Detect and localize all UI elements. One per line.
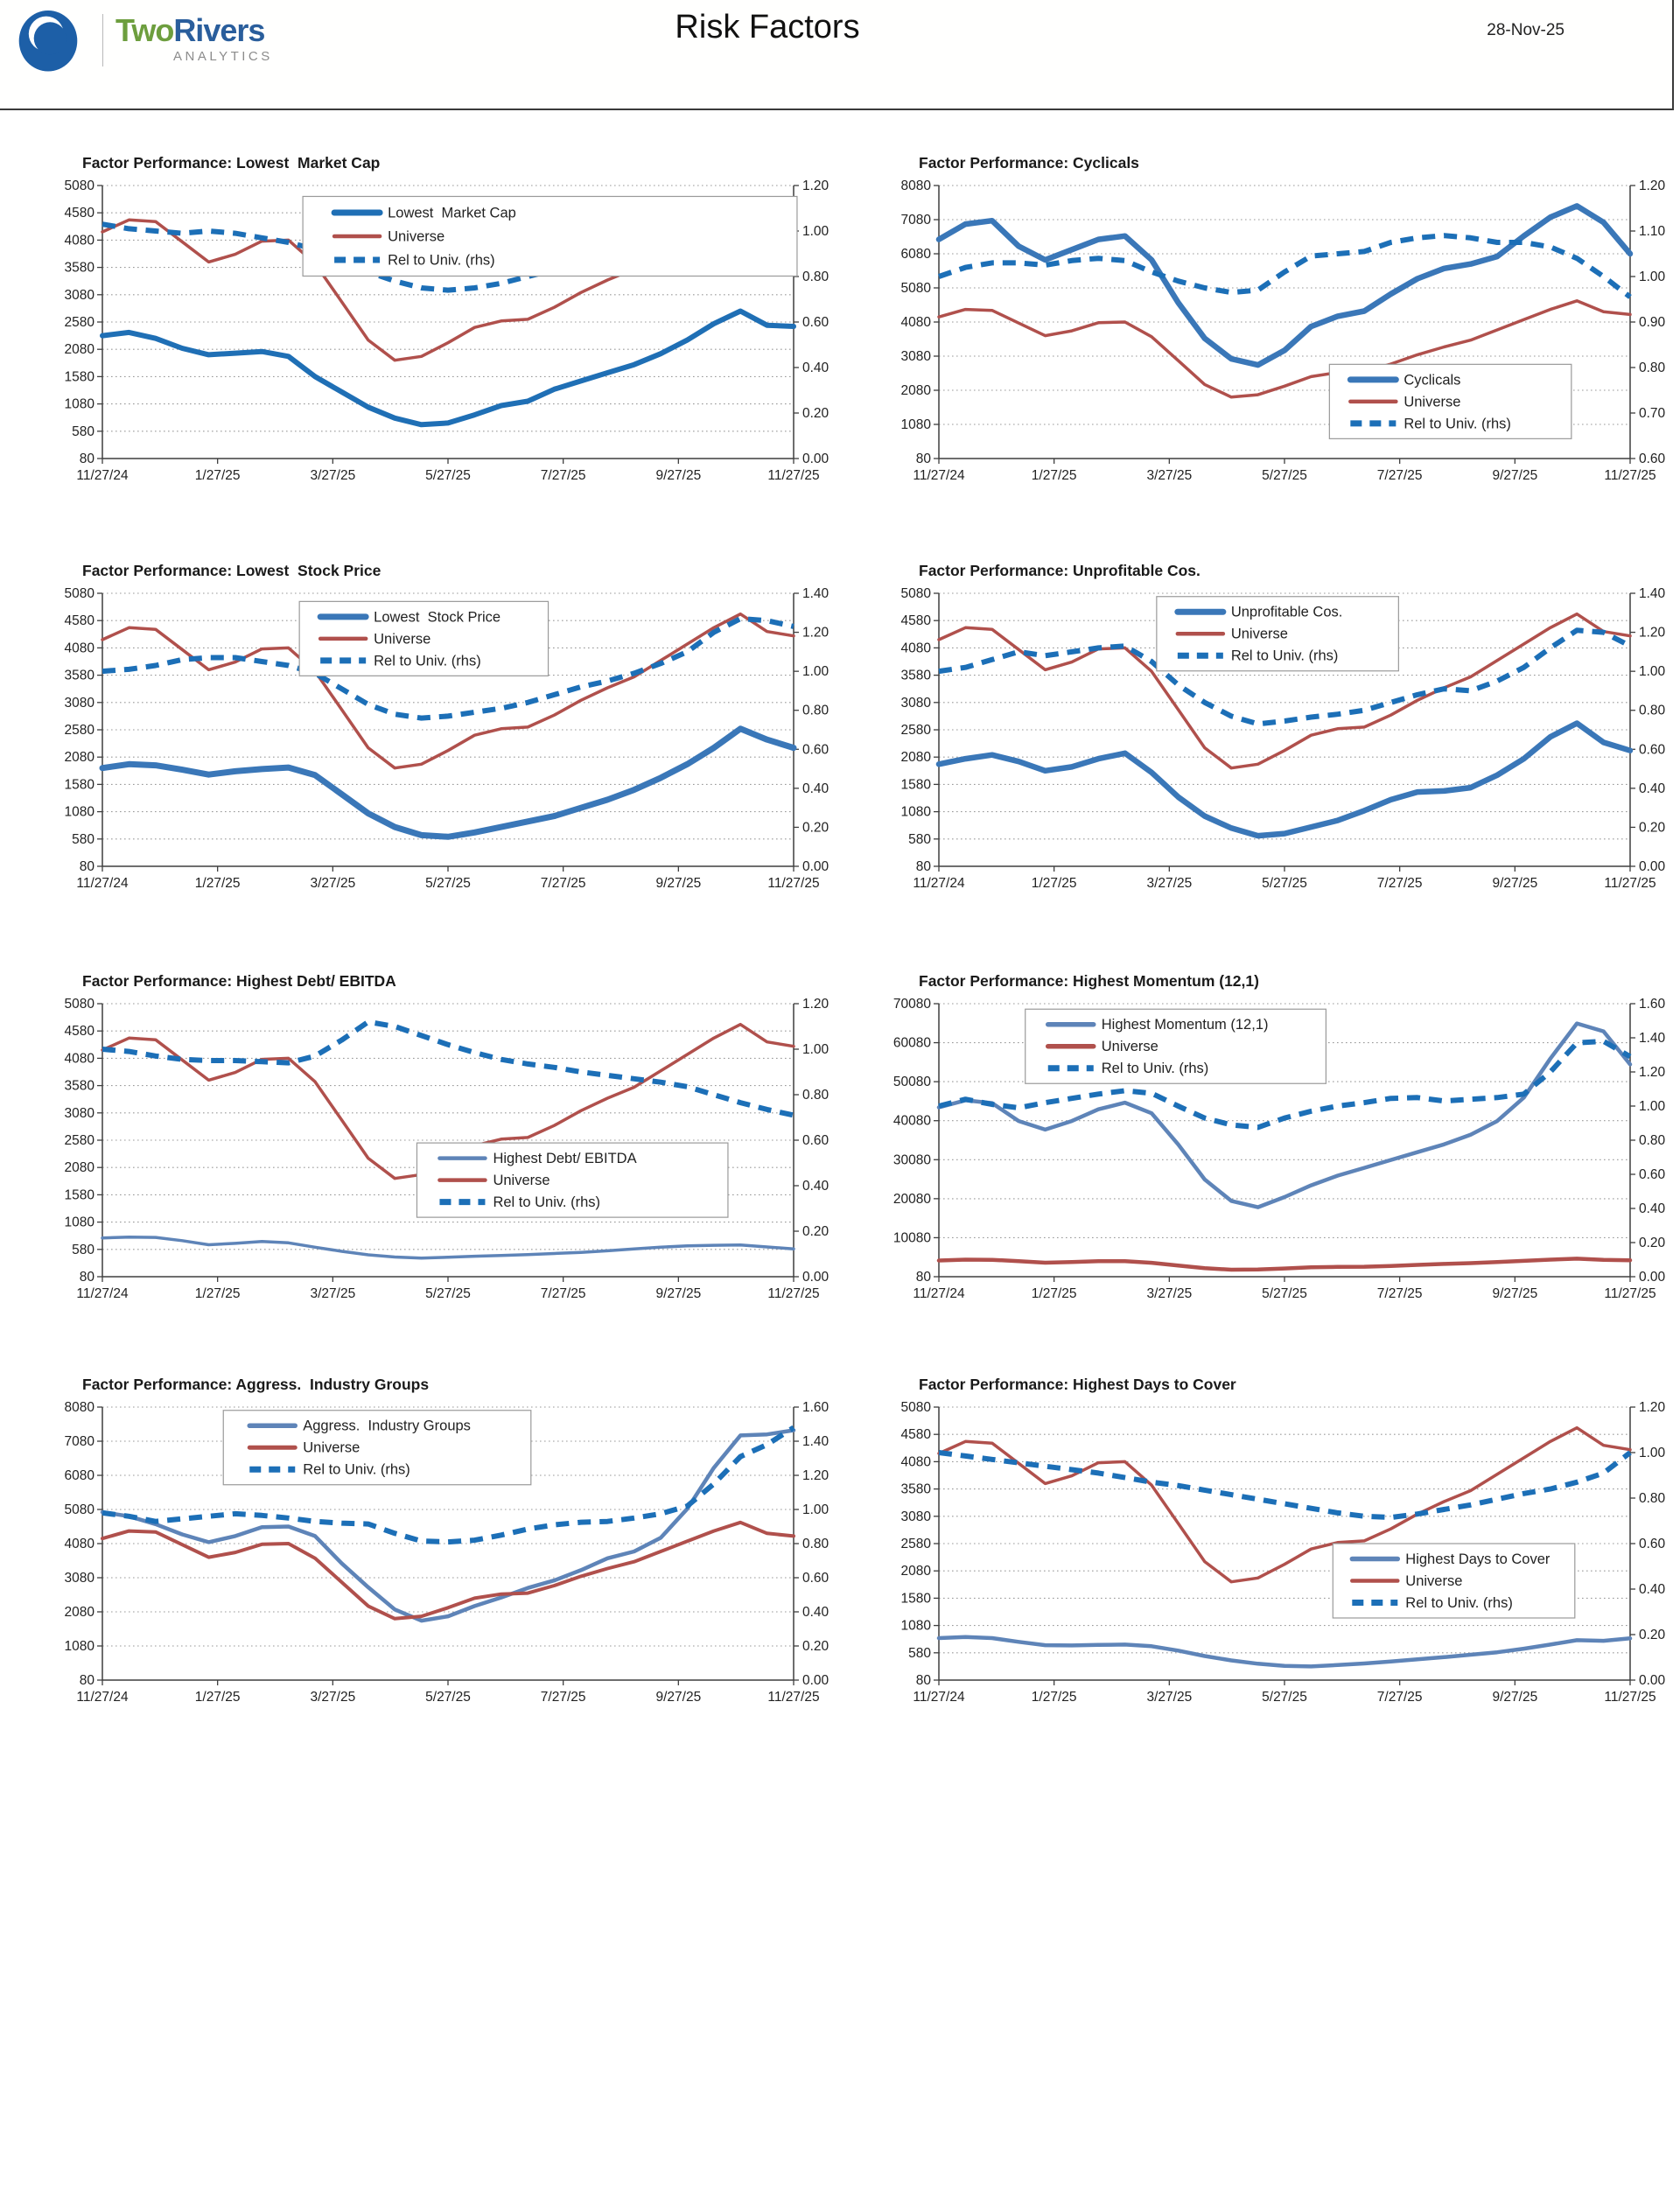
right-axis-label: 0.40 xyxy=(802,1179,830,1194)
legend-label: Unprofitable Cos. xyxy=(1230,604,1343,620)
left-axis-label: 1080 xyxy=(900,417,931,432)
right-axis-label: 1.00 xyxy=(1639,270,1666,284)
right-axis-label: 1.20 xyxy=(802,179,830,193)
right-axis-label: 0.60 xyxy=(1639,452,1666,466)
left-axis-label: 70080 xyxy=(892,997,931,1012)
left-axis-label: 3080 xyxy=(900,349,931,364)
x-axis-label: 11/27/24 xyxy=(913,1286,965,1301)
chart-plot-area xyxy=(873,1363,1678,1731)
x-axis-label: 7/27/25 xyxy=(540,468,586,483)
right-axis-label: 0.00 xyxy=(1639,1673,1666,1688)
left-axis-label: 80 xyxy=(79,452,94,466)
legend-label: Rel to Univ. (rhs) xyxy=(1230,648,1339,664)
x-axis-label: 5/27/25 xyxy=(1262,468,1307,483)
legend-label: Rel to Univ. (rhs) xyxy=(1405,1595,1513,1611)
chart-canvas xyxy=(873,1363,1678,1731)
x-axis-label: 7/27/25 xyxy=(1376,1690,1423,1705)
chart-canvas xyxy=(873,960,1678,1327)
series-line-universe xyxy=(939,1258,1630,1270)
series-line-lowest-stock-price xyxy=(102,729,794,837)
x-axis-label: 1/27/25 xyxy=(194,468,241,483)
left-axis-label: 1580 xyxy=(64,777,94,793)
left-axis-label: 1080 xyxy=(900,804,931,820)
legend-label: Rel to Univ. (rhs) xyxy=(1404,416,1511,432)
x-axis-label: 5/27/25 xyxy=(425,876,471,891)
left-axis-label: 580 xyxy=(908,831,931,847)
left-axis-label: 5080 xyxy=(900,586,931,601)
x-axis-label: 1/27/25 xyxy=(1031,876,1077,891)
series-line-lowest-market-cap xyxy=(102,312,794,425)
x-axis-label: 1/27/25 xyxy=(194,1690,241,1705)
x-axis-label: 11/27/25 xyxy=(767,1690,820,1705)
legend xyxy=(1157,597,1399,671)
logo-word-rivers: Rivers xyxy=(173,12,265,48)
legend-label: Universe xyxy=(1230,626,1288,642)
left-axis-label: 1580 xyxy=(64,1187,94,1203)
left-axis-label: 1080 xyxy=(64,1639,94,1654)
left-axis-label: 1580 xyxy=(64,369,94,385)
logo-subtitle: ANALYTICS xyxy=(173,49,273,64)
right-axis-label: 0.00 xyxy=(802,1673,830,1688)
x-axis-label: 7/27/25 xyxy=(1376,468,1423,483)
right-axis-label: 0.70 xyxy=(1639,406,1666,421)
left-axis-label: 2080 xyxy=(64,342,94,358)
logo-divider xyxy=(102,14,103,67)
legend xyxy=(1026,1009,1326,1083)
x-axis-label: 9/27/25 xyxy=(655,468,702,483)
right-axis-label: 0.60 xyxy=(1639,1167,1666,1182)
x-axis-label: 1/27/25 xyxy=(1031,468,1077,483)
chart-plot-area xyxy=(37,142,842,509)
right-axis-label: 0.00 xyxy=(802,859,830,874)
x-axis-label: 9/27/25 xyxy=(1492,468,1538,483)
x-axis-label: 9/27/25 xyxy=(1492,1690,1538,1705)
chart-title: Factor Performance: Unprofitable Cos. xyxy=(919,562,1200,579)
right-axis-label: 0.40 xyxy=(802,1605,830,1620)
series-line-rel-to-univ xyxy=(102,1022,794,1116)
right-axis-label: 0.40 xyxy=(802,781,830,796)
left-axis-label: 20080 xyxy=(892,1191,931,1207)
x-axis-label: 9/27/25 xyxy=(655,876,702,891)
x-axis-label: 7/27/25 xyxy=(1376,876,1423,891)
right-axis-label: 1.00 xyxy=(802,664,830,680)
legend-label: Lowest Market Cap xyxy=(388,205,516,221)
left-axis-label: 2080 xyxy=(900,750,931,766)
x-axis-label: 7/27/25 xyxy=(1376,1286,1423,1301)
x-axis-label: 11/27/25 xyxy=(767,1286,820,1301)
left-axis-label: 80 xyxy=(915,1673,931,1688)
left-axis-label: 80 xyxy=(79,1270,94,1285)
x-axis-label: 9/27/25 xyxy=(655,1286,702,1301)
left-axis-label: 3580 xyxy=(900,1481,931,1497)
chart-canvas xyxy=(37,550,842,917)
left-axis-label: 4080 xyxy=(900,1454,931,1470)
right-axis-label: 1.00 xyxy=(1639,1099,1666,1114)
chart-unprofitable-cos xyxy=(873,550,1678,926)
right-axis-label: 0.80 xyxy=(802,1088,830,1103)
chart-canvas xyxy=(873,550,1678,917)
left-axis-label: 5080 xyxy=(900,1400,931,1415)
x-axis-label: 3/27/25 xyxy=(1146,1286,1193,1301)
right-axis-label: 1.20 xyxy=(802,1468,830,1483)
right-axis-label: 1.00 xyxy=(1639,664,1666,680)
right-axis-label: 1.20 xyxy=(1639,625,1666,641)
chart-plot-area xyxy=(37,960,842,1327)
left-axis-label: 5080 xyxy=(900,281,931,296)
right-axis-label: 0.20 xyxy=(802,1639,830,1654)
x-axis-label: 9/27/25 xyxy=(1492,876,1538,891)
chart-plot-area xyxy=(37,550,842,917)
right-axis-label: 1.40 xyxy=(1639,586,1666,601)
left-axis-label: 4580 xyxy=(64,1024,94,1040)
x-axis-label: 11/27/25 xyxy=(767,876,820,891)
x-axis-label: 5/27/25 xyxy=(425,1286,471,1301)
left-axis-label: 5080 xyxy=(64,586,94,601)
legend-label: Universe xyxy=(303,1439,360,1456)
left-axis-label: 1080 xyxy=(64,804,94,820)
right-axis-label: 1.00 xyxy=(802,224,830,239)
left-axis-label: 4580 xyxy=(900,613,931,629)
left-axis-label: 8080 xyxy=(900,179,931,193)
x-axis-label: 5/27/25 xyxy=(1262,1690,1307,1705)
left-axis-label: 30080 xyxy=(892,1152,931,1168)
left-axis-label: 2080 xyxy=(64,1605,94,1620)
company-logo xyxy=(16,5,348,81)
left-axis-label: 4080 xyxy=(64,233,94,249)
x-axis-label: 11/27/25 xyxy=(767,468,820,483)
right-axis-label: 0.80 xyxy=(802,703,830,718)
chart-title: Factor Performance: Highest Days to Cover xyxy=(919,1376,1236,1393)
legend-label: Rel to Univ. (rhs) xyxy=(303,1461,410,1478)
left-axis-label: 1080 xyxy=(64,396,94,412)
chart-lowest-market-cap xyxy=(37,142,842,518)
left-axis-label: 3580 xyxy=(64,668,94,683)
left-axis-label: 7080 xyxy=(900,213,931,228)
chart-title: Factor Performance: Lowest Market Cap xyxy=(82,154,381,172)
x-axis-label: 11/27/24 xyxy=(76,468,129,483)
x-axis-label: 3/27/25 xyxy=(310,876,356,891)
chart-canvas xyxy=(37,960,842,1327)
right-axis-label: 1.00 xyxy=(1639,1446,1666,1460)
right-axis-label: 0.60 xyxy=(1639,1537,1666,1551)
right-axis-label: 0.20 xyxy=(802,1224,830,1239)
two-rivers-swirl-icon xyxy=(16,7,80,74)
legend-label: Aggress. Industry Groups xyxy=(303,1418,471,1434)
right-axis-label: 0.80 xyxy=(802,270,830,284)
left-axis-label: 4580 xyxy=(64,206,94,221)
chart-lowest-stock-price xyxy=(37,550,842,926)
right-axis-label: 1.00 xyxy=(802,1042,830,1057)
logo-wordmark xyxy=(116,12,264,49)
left-axis-label: 5080 xyxy=(64,997,94,1012)
series-line-cyclicals xyxy=(939,206,1630,365)
series-line-rel-to-univ xyxy=(939,1453,1630,1517)
x-axis-label: 1/27/25 xyxy=(1031,1690,1077,1705)
legend xyxy=(223,1411,531,1485)
left-axis-label: 2580 xyxy=(900,1537,931,1551)
chart-canvas xyxy=(37,1363,842,1731)
left-axis-label: 80 xyxy=(79,859,94,874)
chart-highest-momentum xyxy=(873,960,1678,1336)
left-axis-label: 4580 xyxy=(900,1427,931,1443)
right-axis-label: 1.10 xyxy=(1639,224,1666,239)
legend xyxy=(416,1143,728,1217)
left-axis-label: 8080 xyxy=(64,1400,94,1415)
right-axis-label: 0.90 xyxy=(1639,315,1666,330)
left-axis-label: 1580 xyxy=(900,1591,931,1607)
chart-canvas xyxy=(37,142,842,509)
x-axis-label: 5/27/25 xyxy=(425,1690,471,1705)
left-axis-label: 40080 xyxy=(892,1113,931,1129)
chart-canvas xyxy=(873,142,1678,509)
left-axis-label: 3080 xyxy=(64,1105,94,1121)
x-axis-label: 7/27/25 xyxy=(540,876,586,891)
left-axis-label: 80 xyxy=(79,1673,94,1688)
right-axis-label: 0.80 xyxy=(1639,703,1666,718)
right-axis-label: 1.40 xyxy=(802,586,830,601)
x-axis-label: 11/27/24 xyxy=(913,468,965,483)
left-axis-label: 50080 xyxy=(892,1075,931,1090)
x-axis-label: 3/27/25 xyxy=(310,468,356,483)
right-axis-label: 1.20 xyxy=(1639,1065,1666,1080)
legend-label: Universe xyxy=(1404,394,1461,410)
chart-title: Factor Performance: Lowest Stock Price xyxy=(82,562,382,579)
right-axis-label: 0.00 xyxy=(1639,859,1666,874)
x-axis-label: 1/27/25 xyxy=(1031,1286,1077,1301)
right-axis-label: 0.20 xyxy=(1639,820,1666,836)
x-axis-label: 3/27/25 xyxy=(310,1286,356,1301)
right-axis-label: 0.00 xyxy=(802,452,830,466)
legend-label: Universe xyxy=(1405,1573,1463,1589)
right-axis-label: 1.40 xyxy=(802,1434,830,1449)
right-axis-label: 0.80 xyxy=(1639,1491,1666,1506)
x-axis-label: 9/27/25 xyxy=(1492,1286,1538,1301)
x-axis-label: 11/27/25 xyxy=(1604,468,1656,483)
left-axis-label: 80 xyxy=(915,452,931,466)
left-axis-label: 10080 xyxy=(892,1230,931,1246)
x-axis-label: 11/27/25 xyxy=(1604,876,1656,891)
right-axis-label: 0.60 xyxy=(802,1133,830,1148)
legend-label: Rel to Univ. (rhs) xyxy=(493,1194,601,1211)
left-axis-label: 5080 xyxy=(64,179,94,193)
chart-plot-area xyxy=(873,550,1678,917)
legend-label: Rel to Univ. (rhs) xyxy=(374,653,481,669)
x-axis-label: 3/27/25 xyxy=(1146,1690,1193,1705)
right-axis-label: 1.20 xyxy=(802,625,830,641)
left-axis-label: 3580 xyxy=(64,1078,94,1094)
left-axis-label: 580 xyxy=(72,424,94,439)
chart-aggress-industry-groups xyxy=(37,1363,842,1740)
right-axis-label: 0.40 xyxy=(1639,1201,1666,1216)
legend xyxy=(299,601,548,676)
chart-plot-area xyxy=(873,960,1678,1327)
legend-label: Lowest Stock Price xyxy=(374,609,501,626)
right-axis-label: 0.40 xyxy=(1639,781,1666,796)
left-axis-label: 2580 xyxy=(900,723,931,738)
left-axis-label: 1080 xyxy=(900,1618,931,1634)
legend-label: Universe xyxy=(1101,1039,1158,1055)
left-axis-label: 3080 xyxy=(64,695,94,711)
x-axis-label: 3/27/25 xyxy=(1146,876,1193,891)
left-axis-label: 4080 xyxy=(64,1537,94,1551)
series-line-highest-debt-ebitda xyxy=(102,1237,794,1258)
report-date: 28-Nov-25 xyxy=(1487,21,1564,39)
left-axis-label: 5080 xyxy=(64,1502,94,1517)
right-axis-label: 0.80 xyxy=(802,1537,830,1551)
x-axis-label: 9/27/25 xyxy=(655,1690,702,1705)
logo-word-two: Two xyxy=(116,12,174,48)
right-axis-label: 1.20 xyxy=(1639,179,1666,193)
left-axis-label: 4080 xyxy=(64,1051,94,1067)
left-axis-label: 2580 xyxy=(64,1133,94,1148)
x-axis-label: 1/27/25 xyxy=(194,1286,241,1301)
chart-title: Factor Performance: Aggress. Industry Groups xyxy=(82,1376,430,1393)
right-axis-label: 0.60 xyxy=(802,315,830,330)
right-axis-label: 0.00 xyxy=(802,1270,830,1285)
right-axis-label: 0.80 xyxy=(1639,1133,1666,1148)
x-axis-label: 3/27/25 xyxy=(310,1690,356,1705)
x-axis-label: 7/27/25 xyxy=(540,1690,586,1705)
right-axis-label: 1.00 xyxy=(802,1502,830,1517)
left-axis-label: 2080 xyxy=(900,383,931,398)
left-axis-label: 4080 xyxy=(900,315,931,330)
chart-title: Factor Performance: Highest Momentum (12,1) xyxy=(919,972,1259,990)
left-axis-label: 4080 xyxy=(64,641,94,656)
right-axis-label: 0.40 xyxy=(802,361,830,375)
left-axis-label: 3080 xyxy=(64,287,94,303)
left-axis-label: 2580 xyxy=(64,723,94,738)
right-axis-label: 0.20 xyxy=(1639,1628,1666,1642)
left-axis-label: 80 xyxy=(915,1270,931,1285)
x-axis-label: 11/27/24 xyxy=(913,876,965,891)
left-axis-label: 80 xyxy=(915,859,931,874)
left-axis-label: 4080 xyxy=(900,641,931,656)
x-axis-label: 11/27/24 xyxy=(76,876,129,891)
left-axis-label: 3080 xyxy=(64,1571,94,1586)
x-axis-label: 11/27/24 xyxy=(913,1690,965,1705)
right-axis-label: 1.20 xyxy=(802,997,830,1012)
legend xyxy=(1329,364,1572,438)
legend-label: Highest Debt/ EBITDA xyxy=(493,1151,637,1167)
x-axis-label: 11/27/25 xyxy=(1604,1690,1656,1705)
right-axis-label: 1.20 xyxy=(1639,1400,1666,1415)
legend-label: Highest Momentum (12,1) xyxy=(1101,1017,1269,1033)
x-axis-label: 5/27/25 xyxy=(1262,876,1307,891)
left-axis-label: 3580 xyxy=(64,260,94,276)
left-axis-label: 7080 xyxy=(64,1434,94,1449)
chart-title: Factor Performance: Cyclicals xyxy=(919,154,1139,172)
right-axis-label: 1.40 xyxy=(1639,1031,1666,1046)
right-axis-label: 0.20 xyxy=(802,406,830,421)
legend xyxy=(303,196,797,276)
legend-label: Universe xyxy=(493,1173,550,1189)
legend-label: Highest Days to Cover xyxy=(1405,1551,1550,1567)
right-axis-label: 0.60 xyxy=(802,1571,830,1586)
x-axis-label: 5/27/25 xyxy=(425,468,471,483)
legend xyxy=(1333,1544,1575,1618)
right-axis-label: 0.20 xyxy=(1639,1236,1666,1250)
right-axis-label: 0.60 xyxy=(1639,742,1666,758)
left-axis-label: 580 xyxy=(908,1645,931,1661)
right-axis-label: 0.80 xyxy=(1639,361,1666,375)
series-line-highest-days-to-cover xyxy=(939,1637,1630,1667)
chart-plot-area xyxy=(37,1363,842,1731)
left-axis-label: 60080 xyxy=(892,1035,931,1051)
header xyxy=(0,0,1674,110)
left-axis-label: 2080 xyxy=(64,750,94,766)
page-title: Risk Factors xyxy=(675,9,860,46)
x-axis-label: 11/27/24 xyxy=(76,1690,129,1705)
left-axis-label: 2580 xyxy=(64,315,94,330)
series-line-universe xyxy=(102,1523,794,1619)
legend-label: Universe xyxy=(374,631,431,648)
chart-plot-area xyxy=(873,142,1678,509)
legend-label: Rel to Univ. (rhs) xyxy=(388,252,495,269)
left-axis-label: 3580 xyxy=(900,668,931,683)
left-axis-label: 580 xyxy=(72,831,94,847)
left-axis-label: 4580 xyxy=(64,613,94,629)
chart-cyclicals xyxy=(873,142,1678,518)
left-axis-label: 580 xyxy=(72,1242,94,1257)
x-axis-label: 5/27/25 xyxy=(1262,1286,1307,1301)
left-axis-label: 2080 xyxy=(64,1160,94,1176)
right-axis-label: 1.60 xyxy=(1639,997,1666,1012)
left-axis-label: 6080 xyxy=(900,247,931,262)
left-axis-label: 2080 xyxy=(900,1564,931,1579)
x-axis-label: 11/27/24 xyxy=(76,1286,129,1301)
chart-highest-debt-ebitda xyxy=(37,960,842,1336)
right-axis-label: 0.60 xyxy=(802,742,830,758)
x-axis-label: 11/27/25 xyxy=(1604,1286,1656,1301)
right-axis-label: 0.40 xyxy=(1639,1582,1666,1597)
chart-title: Factor Performance: Highest Debt/ EBITDA xyxy=(82,972,396,990)
chart-highest-days-to-cover xyxy=(873,1363,1678,1740)
left-axis-label: 6080 xyxy=(64,1468,94,1483)
legend-label: Cyclicals xyxy=(1404,372,1461,389)
legend-label: Universe xyxy=(388,228,445,245)
left-axis-label: 1080 xyxy=(64,1215,94,1230)
x-axis-label: 7/27/25 xyxy=(540,1286,586,1301)
left-axis-label: 1580 xyxy=(900,777,931,793)
left-axis-label: 3080 xyxy=(900,695,931,711)
series-line-unprofitable-cos- xyxy=(939,724,1630,837)
right-axis-label: 0.20 xyxy=(802,820,830,836)
legend-label: Rel to Univ. (rhs) xyxy=(1101,1061,1209,1077)
right-axis-label: 0.00 xyxy=(1639,1270,1666,1285)
right-axis-label: 1.60 xyxy=(802,1400,830,1415)
x-axis-label: 3/27/25 xyxy=(1146,468,1193,483)
x-axis-label: 1/27/25 xyxy=(194,876,241,891)
left-axis-label: 3080 xyxy=(900,1509,931,1524)
